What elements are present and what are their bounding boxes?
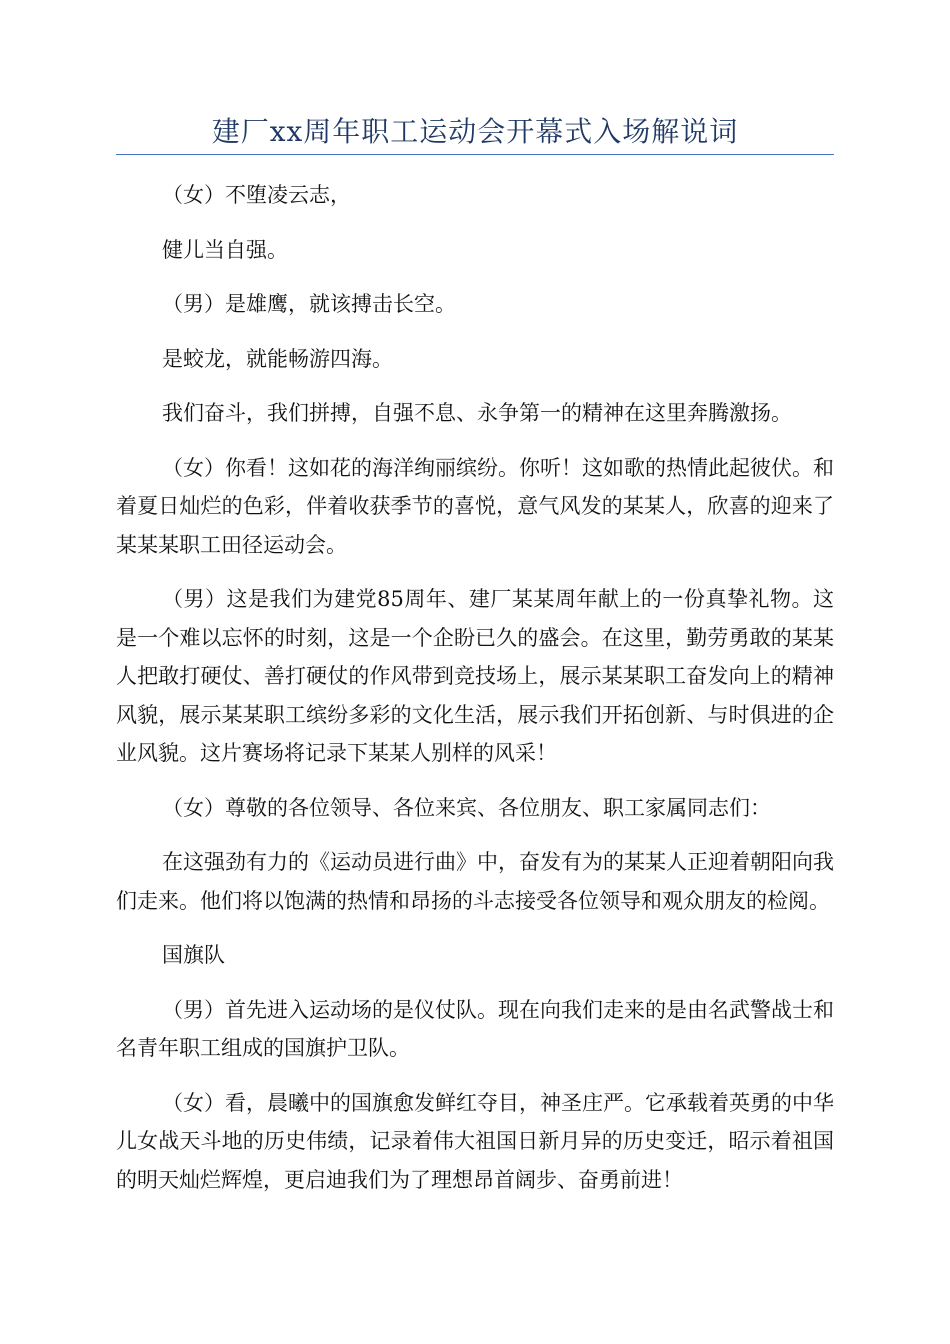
paragraph: （女）看，晨曦中的国旗愈发鲜红夺目，神圣庄严。它承载着英勇的中华儿女战天斗地的历史伟绩，记录着伟大祖国日新月异的历史变迁，昭示着祖国的明天灿烂辉煌，更启迪我们为了理想昂首阔步、奋勇前进！ [116, 1090, 834, 1192]
paragraph: （女）你看！这如花的海洋绚丽缤纷。你听！这如歌的热情此起彼伏。和着夏日灿烂的色彩，伴着收获季节的喜悦，意气风发的某某人，欣喜的迎来了某某某职工田径运动会。 [116, 455, 834, 557]
title-underline [116, 154, 834, 155]
paragraph: 在这强劲有力的《运动员进行曲》中，奋发有为的某某人正迎着朝阳向我们走来。他们将以饱满的热情和昂扬的斗志接受各位领导和观众朋友的检阅。 [116, 850, 834, 913]
document-body [116, 176, 834, 1215]
paragraph: （男）这是我们为建党85周年、建厂某某周年献上的一份真挚礼物。这是一个难以忘怀的时刻，这是一个企盼已久的盛会。在这里，勤劳勇敢的某某人把敢打硬仗、善打硬仗的作风带到竞技场上，展示某某职工奋发向上的精神风貌，展示某某职工缤纷多彩的文化生活，展示我们开拓创新、与时俱进的企业风貌。这片赛场将记录下某某人别样的风采！ [116, 587, 834, 765]
paragraph: （男）首先进入运动场的是仪仗队。现在向我们走来的是由名武警战士和名青年职工组成的国旗护卫队。 [116, 997, 834, 1060]
paragraph: 健儿当自强。 [162, 237, 288, 262]
paragraph: 我们奋斗，我们拼搏，自强不息、永争第一的精神在这里奔腾激扬。 [162, 401, 792, 425]
paragraph: 是蛟龙，就能畅游四海。 [162, 346, 393, 371]
paragraph: （女）不堕凌云志， [162, 183, 351, 207]
paragraph: （男）是雄鹰，就该搏击长空。 [162, 292, 456, 316]
paragraph: 国旗队 [162, 943, 225, 967]
paragraph: （女）尊敬的各位领导、各位来宾、各位朋友、职工家属同志们： [162, 795, 771, 820]
document-title: 建厂xx周年职工运动会开幕式入场解说词 [211, 115, 739, 148]
